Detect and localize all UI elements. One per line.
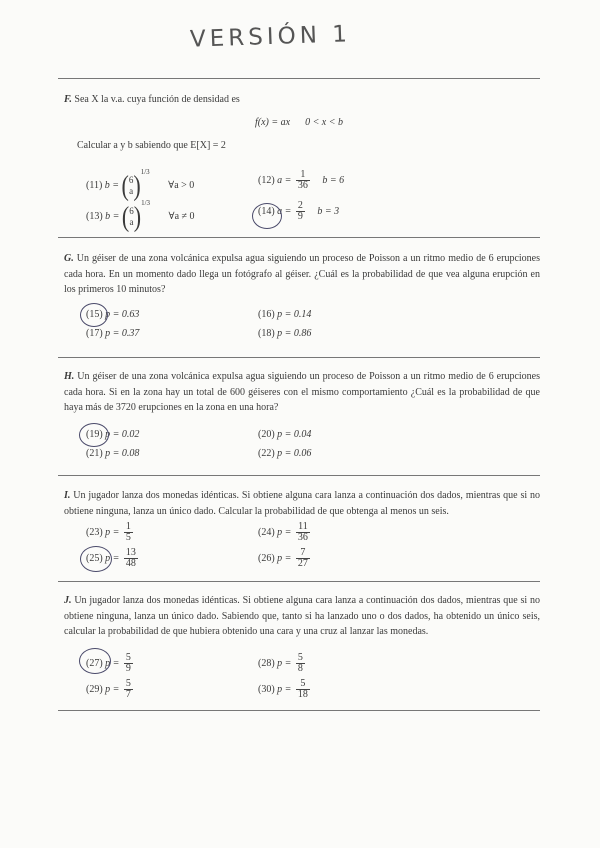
fraction-denominator: 7 bbox=[125, 689, 131, 700]
option-text: p = bbox=[277, 657, 292, 669]
option-text: p = bbox=[105, 526, 120, 538]
fraction-denominator: 9 bbox=[297, 211, 303, 222]
option-number: (27) bbox=[86, 657, 103, 669]
option-text: p = 0.37 bbox=[105, 328, 140, 339]
option-text: p = bbox=[105, 657, 120, 669]
answer-circle bbox=[79, 423, 109, 447]
fraction-denominator: 36 bbox=[297, 180, 308, 191]
answer-circle bbox=[80, 546, 112, 572]
question-h-text: Un géiser de una zona volcánica expulsa agua siguiendo un proceso de Poisson a un ritmo medio de 6 erupciones cada hora. Si en la zona hay un total de 600 géiseres con el mismo comportamiento ¿Cuál es la probabilidad de que haya más de 3720 erupciones en la zona en una hora? bbox=[64, 371, 541, 413]
option-number: (26) bbox=[258, 552, 275, 564]
option-text: b = bbox=[105, 211, 120, 222]
version-title: VERSIÓN 1 bbox=[189, 21, 352, 53]
fraction-numerator: 2 bbox=[297, 200, 303, 211]
option-16[interactable] bbox=[258, 309, 311, 320]
divider bbox=[58, 710, 540, 711]
option-number: (29) bbox=[86, 683, 103, 695]
option-text: p = 0.04 bbox=[277, 429, 312, 440]
answer-circle bbox=[252, 203, 282, 229]
option-number: (19) bbox=[86, 429, 103, 440]
divider bbox=[58, 581, 540, 582]
question-g-statement bbox=[64, 251, 540, 298]
option-18[interactable] bbox=[258, 328, 311, 339]
question-h-label: H. bbox=[64, 371, 75, 382]
option-text: p = bbox=[277, 683, 292, 695]
fraction-numerator: 1 bbox=[125, 521, 131, 532]
option-22[interactable] bbox=[258, 448, 311, 459]
option-number: (11) bbox=[86, 180, 103, 191]
option-text: a = bbox=[277, 205, 292, 217]
option-text: p = bbox=[105, 683, 120, 695]
question-f-label: F. bbox=[64, 94, 72, 105]
fraction-numerator: 5 bbox=[296, 679, 310, 690]
option-text: b = bbox=[104, 180, 120, 191]
option-text: a = bbox=[277, 174, 292, 186]
divider bbox=[58, 237, 540, 238]
option-23[interactable] bbox=[86, 522, 135, 543]
option-30[interactable] bbox=[258, 679, 312, 700]
option-11[interactable]: (11) b = (6 a)$^{1/3}$ ∀a > 0 bbox=[86, 168, 195, 202]
fraction-denominator: 18 bbox=[297, 689, 308, 700]
question-h-statement bbox=[64, 369, 540, 416]
question-f-intro bbox=[64, 92, 534, 107]
fraction-denominator: 48 bbox=[125, 558, 136, 569]
option-number: (12) bbox=[258, 174, 275, 186]
matrix-top: 6 bbox=[128, 174, 134, 185]
question-i-label: I. bbox=[64, 490, 71, 501]
option-text: p = 0.06 bbox=[277, 448, 312, 459]
question-j-statement bbox=[64, 593, 540, 640]
fraction-numerator: 1 bbox=[296, 170, 310, 181]
option-number: (15) bbox=[86, 309, 103, 320]
option-number: (20) bbox=[258, 429, 275, 440]
option-number: (13) bbox=[86, 211, 103, 222]
fraction-denominator: 9 bbox=[125, 663, 131, 674]
matrix-bottom: a bbox=[129, 216, 134, 227]
option-text: p = 0.08 bbox=[105, 448, 140, 459]
answer-circle bbox=[80, 303, 108, 327]
option-number: (21) bbox=[86, 448, 103, 459]
divider bbox=[58, 357, 540, 358]
option-12[interactable] bbox=[258, 170, 344, 191]
fraction-numerator: 5 bbox=[125, 678, 131, 689]
question-i-statement bbox=[64, 488, 540, 519]
question-j-text: Un jugador lanza dos monedas idénticas. Si obtiene alguna cara lanza a continuación dos dados, mientras que si no obtiene ninguna, lanza un único dado. Sabiendo que, tanto si ha lanzado uno o dos dados, ha obtenido un único seis, calcular la probabilidad de que hubiera obtenido una cara y una cruz al lanzar las monedas. bbox=[64, 595, 540, 637]
option-number: (18) bbox=[258, 328, 275, 339]
fraction-numerator: 7 bbox=[296, 548, 310, 559]
option-text: p = bbox=[105, 552, 120, 564]
matrix-top: 6 bbox=[129, 205, 134, 216]
exponent: 1/3 bbox=[141, 199, 151, 207]
option-number: (16) bbox=[258, 309, 275, 320]
option-13[interactable]: (13) b = (6 a)$^{1/3}$ ∀a ≠ 0 bbox=[86, 199, 195, 233]
option-text: p = 0.02 bbox=[105, 429, 140, 440]
fraction-numerator: 5 bbox=[125, 652, 131, 663]
question-i-text: Un jugador lanza dos monedas idénticas. Si obtiene alguna cara lanza a continuación dos dados, mientras que si no obtiene ninguna, lanza un único dado. Calcular la probabilidad de que obtenga al menos un seis. bbox=[64, 490, 540, 517]
option-28[interactable] bbox=[258, 653, 307, 674]
option-number: (14) bbox=[258, 205, 275, 217]
option-number: (22) bbox=[258, 448, 275, 459]
fraction-denominator: 8 bbox=[297, 663, 303, 674]
question-f-prompt: Calcular a y b sabiendo que E[X] = 2 bbox=[77, 140, 226, 151]
option-text: p = 0.63 bbox=[105, 309, 140, 320]
option-condition: ∀a ≠ 0 bbox=[168, 211, 195, 222]
answer-circle bbox=[79, 648, 111, 674]
option-condition: b = 6 bbox=[322, 174, 345, 186]
matrix-bottom: a bbox=[129, 185, 134, 196]
fraction-denominator: 27 bbox=[297, 558, 308, 569]
option-17[interactable] bbox=[86, 328, 139, 339]
option-number: (17) bbox=[86, 328, 103, 339]
option-text: p = bbox=[277, 526, 292, 538]
option-text: p = 0.14 bbox=[277, 309, 312, 320]
option-29[interactable] bbox=[86, 679, 135, 700]
divider bbox=[58, 78, 540, 79]
exponent: 1/3 bbox=[140, 168, 150, 176]
fraction-numerator: 11 bbox=[296, 522, 310, 533]
question-g-text: Un géiser de una zona volcánica expulsa agua siguiendo un proceso de Poisson a un ritmo medio de 6 erupciones cada hora. En un momento dado llega un fotógrafo al géiser. ¿Cuál es la probabilidad de que vea alguna erupción en los primeros 10 minutos? bbox=[64, 253, 540, 295]
fraction-numerator: 13 bbox=[125, 547, 136, 558]
option-24[interactable] bbox=[258, 522, 312, 543]
option-number: (30) bbox=[258, 683, 275, 695]
option-20[interactable] bbox=[258, 429, 311, 440]
option-number: (24) bbox=[258, 526, 275, 538]
question-f-formula: f(x) = ax 0 < x < b bbox=[255, 117, 343, 128]
option-text: p = bbox=[277, 552, 292, 564]
fraction-denominator: 5 bbox=[125, 532, 131, 543]
option-number: (25) bbox=[86, 552, 103, 564]
question-j-label: J. bbox=[64, 595, 72, 606]
fraction-denominator: 36 bbox=[297, 532, 308, 543]
option-26[interactable] bbox=[258, 548, 312, 569]
option-condition: b = 3 bbox=[317, 205, 340, 217]
fraction-numerator: 5 bbox=[297, 652, 303, 663]
option-condition: ∀a > 0 bbox=[168, 180, 195, 191]
divider bbox=[58, 475, 540, 476]
option-number: (28) bbox=[258, 657, 275, 669]
option-number: (23) bbox=[86, 526, 103, 538]
option-21[interactable] bbox=[86, 448, 139, 459]
option-text: p = 0.86 bbox=[277, 328, 312, 339]
question-f-text: Sea X la v.a. cuya función de densidad es bbox=[74, 94, 240, 105]
question-g-label: G. bbox=[64, 253, 74, 264]
